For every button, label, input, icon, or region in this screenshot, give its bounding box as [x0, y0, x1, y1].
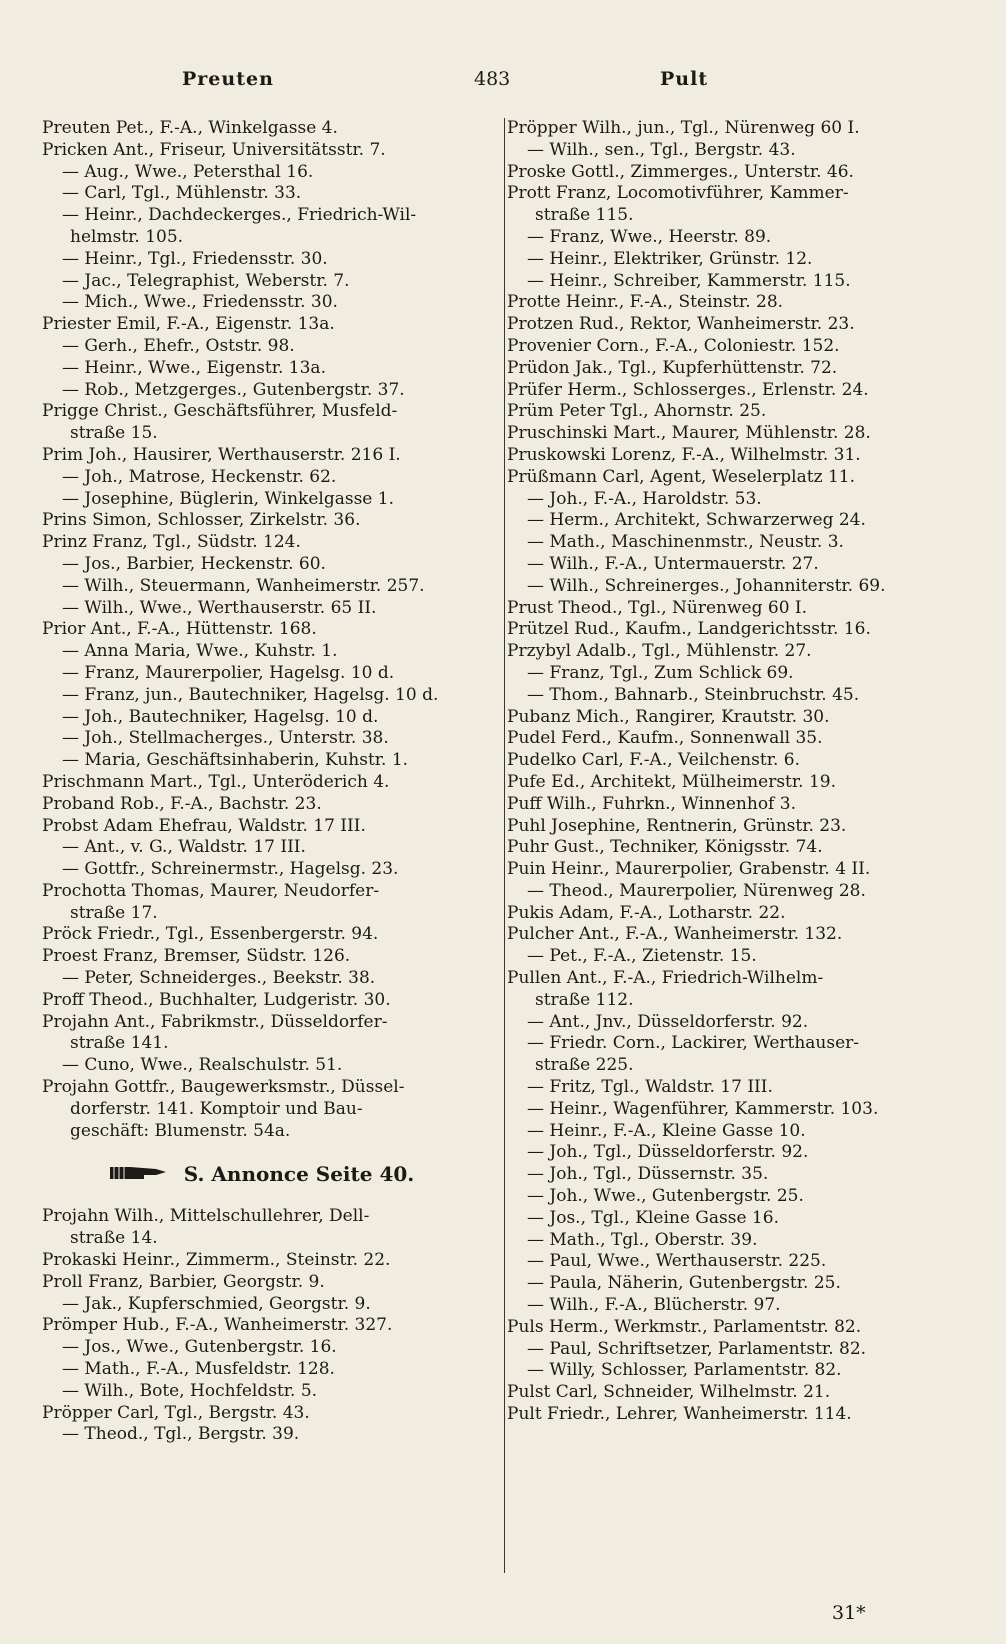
directory-entry: — Jak., Kupferschmied, Georgstr. 9. — [62, 1293, 371, 1314]
directory-entry: — Paula, Näherin, Gutenbergstr. 25. — [527, 1273, 841, 1294]
directory-entry: — Peter, Schneiderges., Beekstr. 38. — [62, 968, 376, 989]
page-header — [0, 68, 1006, 98]
annonce-text: S. Annonce Seite 40. — [183, 1162, 415, 1187]
directory-entry: Pröpper Wilh., jun., Tgl., Nürenweg 60 I. — [507, 118, 860, 138]
directory-entry: — Maria, Geschäftsinhaberin, Kuhstr. 1. — [62, 750, 409, 771]
directory-entry: Prim Joh., Hausirer, Werthauserstr. 216 I. — [42, 444, 401, 465]
directory-entry: — Thom., Bahnarb., Steinbruchstr. 45. — [527, 684, 860, 705]
directory-entry: — Jos., Barbier, Heckenstr. 60. — [62, 553, 326, 574]
directory-entry: — Heinr., Wwe., Eigenstr. 13a. — [62, 357, 326, 378]
directory-entry: — Cuno, Wwe., Realschulstr. 51. — [62, 1055, 343, 1076]
directory-entry: — Franz, jun., Bautechniker, Hagelsg. 10 d. — [62, 684, 439, 705]
directory-entry: Prützel Rud., Kaufm., Landgerichtsstr. 16. — [507, 619, 871, 640]
directory-entry: — Gottfr., Schreinermstr., Hagelsg. 23. — [62, 859, 399, 880]
directory-entry: Pudelko Carl, F.-A., Veilchenstr. 6. — [507, 750, 800, 771]
directory-entry: — Paul, Schriftsetzer, Parlamentstr. 82. — [527, 1338, 867, 1359]
directory-entry: Prigge Christ., Geschäftsführer, Musfeld- — [42, 401, 398, 422]
entry-continuation: geschäft: Blumenstr. 54a. — [70, 1120, 291, 1141]
directory-entry: — Heinr., Dachdeckerges., Friedrich-Wil- — [62, 205, 417, 226]
directory-entry: — Pet., F.-A., Zietenstr. 15. — [527, 946, 757, 967]
directory-entry: Pufe Ed., Architekt, Mülheimerstr. 19. — [507, 771, 836, 792]
entry-continuation: straße 112. — [535, 989, 634, 1010]
directory-entry: — Fritz, Tgl., Waldstr. 17 III. — [527, 1077, 773, 1098]
directory-entry: — Joh., F.-A., Haroldstr. 53. — [527, 488, 762, 509]
directory-entry: — Joh., Tgl., Düssernstr. 35. — [527, 1164, 769, 1185]
directory-entry: — Wilh., Bote, Hochfeldstr. 5. — [62, 1380, 318, 1401]
directory-entry: Prior Ant., F.-A., Hüttenstr. 168. — [42, 619, 317, 640]
directory-entry: Prochotta Thomas, Maurer, Neudorfer- — [42, 880, 380, 901]
directory-entry: — Theod., Tgl., Bergstr. 39. — [62, 1424, 300, 1445]
directory-entry: Proll Franz, Barbier, Georgstr. 9. — [42, 1271, 325, 1292]
directory-entry: — Gerh., Ehefr., Oststr. 98. — [62, 335, 295, 356]
directory-entry: — Heinr., F.-A., Kleine Gasse 10. — [527, 1120, 806, 1141]
directory-entry: Proest Franz, Bremser, Südstr. 126. — [42, 946, 351, 967]
directory-entry: — Anna Maria, Wwe., Kuhstr. 1. — [62, 641, 338, 662]
entry-continuation: straße 115. — [535, 205, 634, 226]
directory-entry: — Jos., Wwe., Gutenbergstr. 16. — [62, 1337, 337, 1358]
directory-entry: Priester Emil, F.-A., Eigenstr. 13a. — [42, 314, 335, 335]
page-number: 483 — [474, 68, 511, 90]
directory-entry: Proband Rob., F.-A., Bachstr. 23. — [42, 793, 322, 814]
directory-entry: Pudel Ferd., Kaufm., Sonnenwall 35. — [507, 728, 823, 749]
directory-entry: Pröpper Carl, Tgl., Bergstr. 43. — [42, 1402, 310, 1423]
directory-entry: Pult Friedr., Lehrer, Wanheimerstr. 114. — [507, 1404, 852, 1425]
directory-entry: Puls Herm., Werkmstr., Parlamentstr. 82. — [507, 1316, 862, 1337]
entry-continuation: straße 141. — [70, 1033, 169, 1054]
directory-entry: — Franz, Tgl., Zum Schlick 69. — [527, 662, 794, 683]
directory-entry: Pruskowski Lorenz, F.-A., Wilhelmstr. 31. — [507, 444, 861, 465]
directory-entry: — Joh., Tgl., Düsseldorferstr. 92. — [527, 1142, 809, 1163]
left-entries-bottom — [42, 1206, 482, 1446]
directory-entry: Pullen Ant., F.-A., Friedrich-Wilhelm- — [507, 968, 824, 989]
annonce-notice — [42, 1142, 482, 1206]
directory-entry: Pruschinski Mart., Maurer, Mühlenstr. 28. — [507, 423, 871, 444]
directory-entry: — Paul, Wwe., Werthauserstr. 225. — [527, 1251, 827, 1272]
signature-mark: 31* — [832, 1602, 866, 1624]
directory-entry: Preuten Pet., F.-A., Winkelgasse 4. — [42, 118, 338, 138]
entry-continuation: straße 14. — [70, 1228, 158, 1249]
directory-entry: Puhr Gust., Techniker, Königsstr. 74. — [507, 837, 823, 858]
pointing-hand-icon — [110, 1144, 168, 1208]
directory-entry: — Joh., Bautechniker, Hagelsg. 10 d. — [62, 706, 379, 727]
directory-entry: — Herm., Architekt, Schwarzerweg 24. — [527, 510, 866, 531]
directory-entry: — Rob., Metzgerges., Gutenbergstr. 37. — [62, 379, 405, 400]
right-column — [507, 118, 962, 1426]
directory-entry: Pulst Carl, Schneider, Wilhelmstr. 21. — [507, 1382, 831, 1403]
directory-entry: Prott Franz, Locomotivführer, Kammer- — [507, 183, 849, 204]
directory-entry: Prüßmann Carl, Agent, Weselerplatz 11. — [507, 466, 855, 487]
directory-entry: Proff Theod., Buchhalter, Ludgeristr. 30. — [42, 989, 391, 1010]
directory-entry: Protte Heinr., F.-A., Steinstr. 28. — [507, 292, 784, 313]
entry-continuation: dorferstr. 141. Komptoir und Bau- — [70, 1098, 363, 1119]
directory-entry: — Jac., Telegraphist, Weberstr. 7. — [62, 270, 350, 291]
directory-entry: Przybyl Adalb., Tgl., Mühlenstr. 27. — [507, 641, 812, 662]
directory-entry: — Joh., Stellmacherges., Unterstr. 38. — [62, 728, 389, 749]
directory-entry: — Wilh., Steuermann, Wanheimerstr. 257. — [62, 575, 425, 596]
column-divider — [504, 118, 505, 1573]
directory-entry: — Ant., Jnv., Düsseldorferstr. 92. — [527, 1011, 809, 1032]
directory-entry: Pukis Adam, F.-A., Lotharstr. 22. — [507, 902, 786, 923]
directory-entry: Puhl Josephine, Rentnerin, Grünstr. 23. — [507, 815, 847, 836]
directory-entry: Proske Gottl., Zimmerges., Unterstr. 46. — [507, 161, 854, 182]
directory-entry: — Joh., Matrose, Heckenstr. 62. — [62, 466, 337, 487]
entry-continuation: straße 15. — [70, 423, 158, 444]
left-entries-top — [42, 118, 482, 1142]
directory-entry: — Wilh., sen., Tgl., Bergstr. 43. — [527, 139, 796, 160]
directory-entry: — Joh., Wwe., Gutenbergstr. 25. — [527, 1186, 804, 1207]
directory-entry: Prinz Franz, Tgl., Südstr. 124. — [42, 532, 301, 553]
directory-entry: — Math., Maschinenmstr., Neustr. 3. — [527, 532, 844, 553]
directory-entry: — Willy, Schlosser, Parlamentstr. 82. — [527, 1360, 842, 1381]
directory-entry: Prins Simon, Schlosser, Zirkelstr. 36. — [42, 510, 361, 531]
directory-entry: Prömper Hub., F.-A., Wanheimerstr. 327. — [42, 1315, 393, 1336]
directory-entry: — Jos., Tgl., Kleine Gasse 16. — [527, 1207, 779, 1228]
directory-entry: — Heinr., Schreiber, Kammerstr. 115. — [527, 270, 851, 291]
directory-entry: — Wilh., Wwe., Werthauserstr. 65 II. — [62, 597, 377, 618]
directory-entry: — Aug., Wwe., Petersthal 16. — [62, 161, 314, 182]
directory-entry: — Franz, Maurerpolier, Hagelsg. 10 d. — [62, 662, 395, 683]
directory-entry: — Math., Tgl., Oberstr. 39. — [527, 1229, 758, 1250]
directory-entry: Projahn Wilh., Mittelschullehrer, Dell- — [42, 1206, 370, 1227]
entry-continuation: helmstr. 105. — [70, 226, 184, 247]
directory-entry: — Heinr., Tgl., Friedensstr. 30. — [62, 248, 328, 269]
directory-entry: — Theod., Maurerpolier, Nürenweg 28. — [527, 880, 866, 901]
header-left-keyword: Preuten — [182, 68, 274, 90]
directory-entry: — Wilh., F.-A., Blücherstr. 97. — [527, 1295, 781, 1316]
directory-entry: Pricken Ant., Friseur, Universitätsstr. 7. — [42, 139, 386, 160]
header-right-keyword: Pult — [660, 68, 709, 90]
directory-entry: Projahn Ant., Fabrikmstr., Düsseldorfer- — [42, 1011, 388, 1032]
directory-entry: — Wilh., F.-A., Untermauerstr. 27. — [527, 553, 819, 574]
directory-entry: Prischmann Mart., Tgl., Unteröderich 4. — [42, 771, 390, 792]
directory-entry: Provenier Corn., F.-A., Coloniestr. 152. — [507, 335, 840, 356]
right-entries — [507, 118, 962, 1426]
directory-entry: — Wilh., Schreinerges., Johanniterstr. 69. — [527, 575, 886, 596]
entry-continuation: straße 17. — [70, 902, 158, 923]
directory-entry: — Friedr. Corn., Lackirer, Werthauser- — [527, 1033, 860, 1054]
directory-entry: — Carl, Tgl., Mühlenstr. 33. — [62, 183, 302, 204]
directory-entry: Projahn Gottfr., Baugewerksmstr., Düssel- — [42, 1077, 405, 1098]
directory-entry: Prüfer Herm., Schlosserges., Erlenstr. 24. — [507, 379, 869, 400]
directory-entry: Pröck Friedr., Tgl., Essenbergerstr. 94. — [42, 924, 379, 945]
directory-entry: Prüdon Jak., Tgl., Kupferhüttenstr. 72. — [507, 357, 838, 378]
directory-entry: Puin Heinr., Maurerpolier, Grabenstr. 4 II. — [507, 859, 871, 880]
directory-entry: Prokaski Heinr., Zimmerm., Steinstr. 22. — [42, 1250, 391, 1271]
directory-entry: Probst Adam Ehefrau, Waldstr. 17 III. — [42, 815, 366, 836]
directory-entry: — Heinr., Wagenführer, Kammerstr. 103. — [527, 1098, 879, 1119]
directory-entry: — Heinr., Elektriker, Grünstr. 12. — [527, 248, 813, 269]
directory-entry: — Mich., Wwe., Friedensstr. 30. — [62, 292, 338, 313]
directory-entry: Prust Theod., Tgl., Nürenweg 60 I. — [507, 597, 808, 618]
entry-continuation: straße 225. — [535, 1055, 634, 1076]
directory-entry: Protzen Rud., Rektor, Wanheimerstr. 23. — [507, 314, 855, 335]
directory-entry: Pubanz Mich., Rangirer, Krautstr. 30. — [507, 706, 830, 727]
directory-entry: — Ant., v. G., Waldstr. 17 III. — [62, 837, 306, 858]
directory-entry: — Franz, Wwe., Heerstr. 89. — [527, 226, 772, 247]
directory-entry: — Josephine, Büglerin, Winkelgasse 1. — [62, 488, 394, 509]
directory-entry: Prüm Peter Tgl., Ahornstr. 25. — [507, 401, 767, 422]
directory-entry: Pulcher Ant., F.-A., Wanheimerstr. 132. — [507, 924, 843, 945]
directory-entry: — Math., F.-A., Musfeldstr. 128. — [62, 1359, 335, 1380]
directory-entry: Puff Wilh., Fuhrkn., Winnenhof 3. — [507, 793, 796, 814]
left-column — [42, 118, 482, 1446]
